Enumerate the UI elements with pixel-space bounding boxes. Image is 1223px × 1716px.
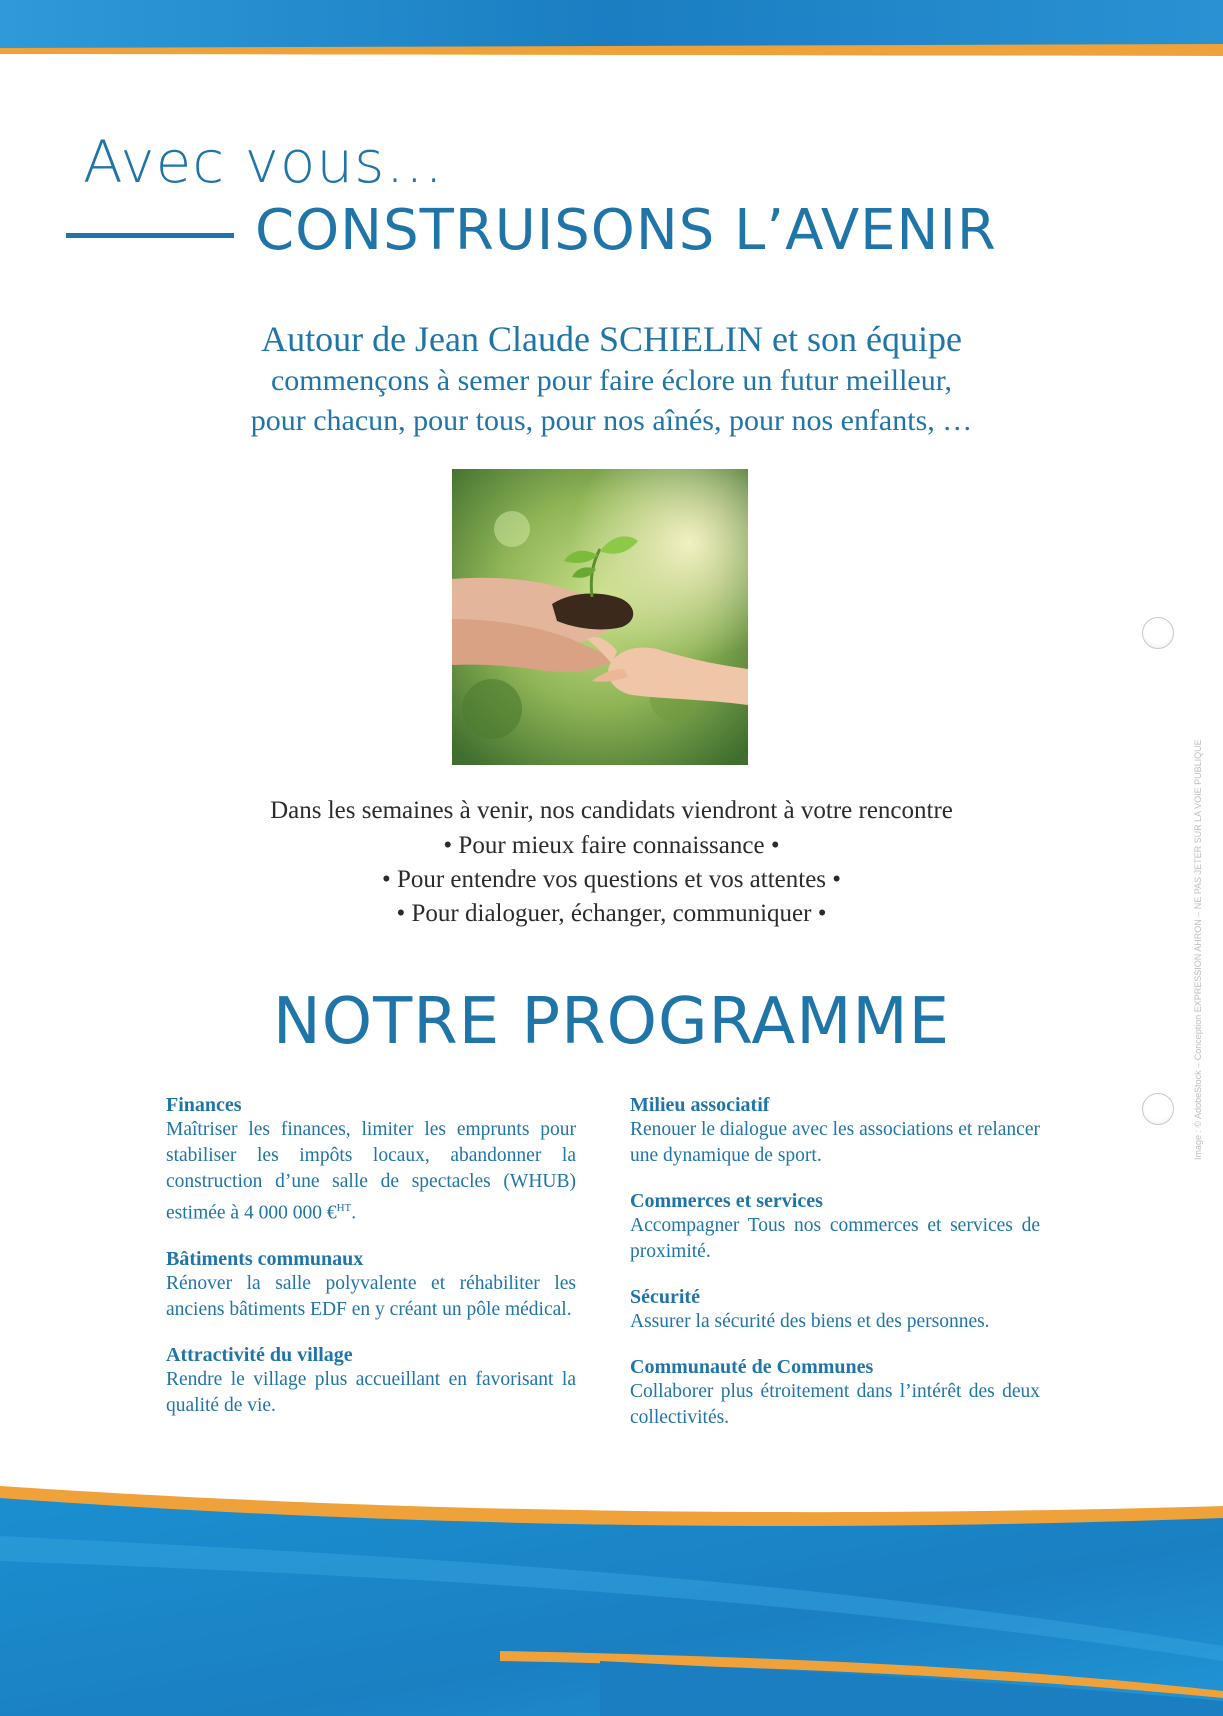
item-title: Finances: [166, 1094, 242, 1116]
meeting-line-2: • Pour mieux faire connaissance •: [443, 832, 780, 859]
item-title: Milieu associatif: [630, 1094, 770, 1116]
punch-hole: [1142, 617, 1174, 649]
top-decorative-band: [0, 0, 1223, 58]
item-text: Accompagner Tous nos commerces et services de proximité.: [630, 1215, 1040, 1262]
item-text: Rendre le village plus accueillant en favorisant la qualité de vie.: [166, 1368, 576, 1416]
item-text: Assurer la sécurité des biens et des personnes.: [630, 1311, 990, 1332]
intro-line-3: pour chacun, pour tous, pour nos aînés, pour nos enfants, …: [250, 404, 973, 437]
programme-right-column: [630, 1093, 1040, 1451]
slogan-line-1: Avec vous…: [83, 128, 445, 196]
meeting-line-3: • Pour entendre vos questions et vos attentes •: [381, 866, 842, 893]
programme-item-securite: [630, 1285, 1040, 1335]
programme-title: NOTRE PROGRAMME: [272, 985, 951, 1059]
ht-suffix: HT: [336, 1202, 352, 1214]
vertical-credit-note: Image : © AdobeStock – Conception EXPRESSION AHRON – NE PAS JETER SUR LA VOIE PUBLIQUE: [1193, 739, 1203, 1160]
programme-item-finances: [166, 1093, 576, 1227]
meeting-line-4: • Pour dialoguer, échanger, communiquer •: [396, 900, 827, 927]
slogan-line-2: CONSTRUISONS L’AVENIR: [255, 198, 997, 263]
bottom-decorative-band: [0, 1476, 1223, 1716]
item-title: Commerces et services: [630, 1190, 823, 1212]
item-text: Renouer le dialogue avec les associations et relancer une dynamique de sport.: [630, 1119, 1040, 1166]
item-title: Attractivité du village: [166, 1343, 353, 1366]
intro-line-2: commençons à semer pour faire éclore un futur meilleur,: [270, 364, 953, 397]
item-text: Maîtriser les finances, limiter les emprunts pour stabiliser les impôts locaux, abandonner la construction d’une salle de spectacles (WHUB) estimée à 4 000 000 €$^{HT}$.: [166, 1119, 576, 1224]
item-title: Communauté de Communes: [630, 1356, 874, 1378]
hands-sprout-photo: [452, 469, 748, 765]
item-title: Sécurité: [630, 1286, 700, 1308]
meeting-line-1: Dans les semaines à venir, nos candidats viendront à votre rencontre: [270, 797, 953, 824]
slogan-dash-rule: [66, 233, 234, 238]
intro-line-1: Autour de Jean Claude SCHIELIN et son équipe: [261, 319, 962, 359]
punch-hole: [1142, 1093, 1174, 1125]
item-text: Collaborer plus étroitement dans l’intérêt des deux collectivités.: [630, 1381, 1040, 1428]
programme-left-column: [166, 1093, 576, 1439]
programme-item-associatif: [630, 1093, 1040, 1169]
programme-item-communaute: [630, 1355, 1040, 1431]
programme-item-attractivite: [166, 1343, 576, 1419]
item-title: Bâtiments communaux: [166, 1247, 364, 1270]
programme-item-commerces: [630, 1189, 1040, 1265]
programme-item-batiments: [166, 1247, 576, 1323]
item-text: Rénover la salle polyvalente et réhabiliter les anciens bâtiments EDF en y créant un pôle médical.: [166, 1272, 576, 1320]
